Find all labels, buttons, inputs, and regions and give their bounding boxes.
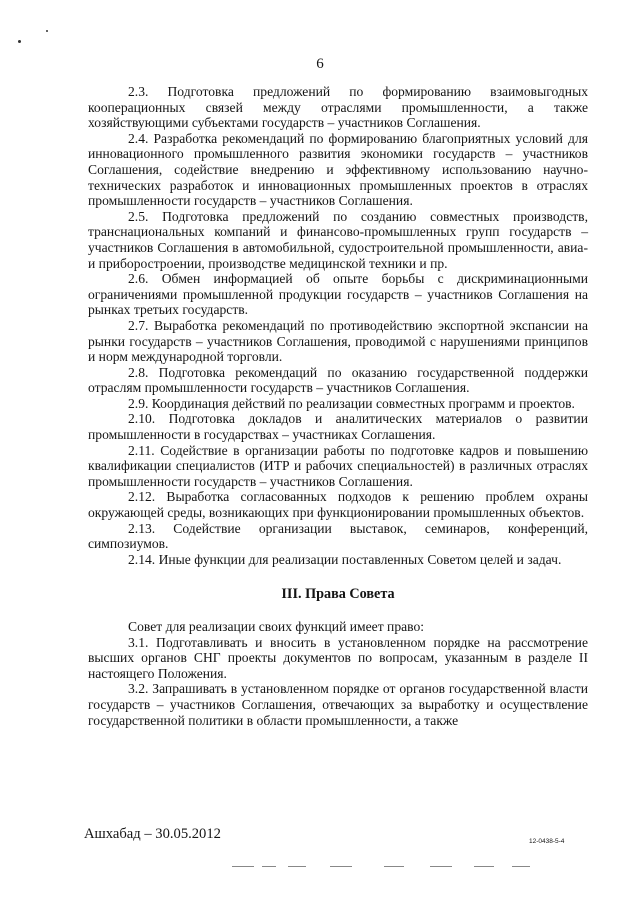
paragraph-2-12: 2.12. Выработка согласованных подходов к решению проблем охраны окружающей среды, возникающих при функционировании промышленных объектов. <box>88 489 588 521</box>
scan-speck <box>18 40 21 43</box>
paragraph-2-13: 2.13. Содействие организации выставок, семинаров, конференций, симпозиумов. <box>88 520 588 552</box>
paragraph-3-1: 3.1. Подготавливать и вносить в установленном порядке на рассмотрение высших органов СНГ проекты документов по вопросам, указанным в разделе II настоящего Положения. <box>88 634 588 681</box>
scan-line <box>232 866 254 867</box>
scan-line <box>512 866 530 867</box>
paragraph-2-5: 2.5. Подготовка предложений по созданию совместных производств, транснациональных компаний и финансово-промышленных групп государств – участников Соглашения в автомобильной, судостроительной промышленности, авиа- и приборостроении, производстве медицинской техники и пр. <box>88 208 588 271</box>
paragraph-2-4: 2.4. Разработка рекомендаций по формированию благоприятных условий для инновационного промышленного развития экономики государств – участников Соглашения, содействие внедрению и эффективному использованию научно-технических разработок и инновационных промышленных проектов в отраслях промышленности государств – участников Соглашения. <box>88 130 588 209</box>
paragraph-2-7: 2.7. Выработка рекомендаций по противодействию экспортной экспансии на рынки государств – участников Соглашения, проводимой с нарушениями принципов и норм международной торговли. <box>88 317 588 365</box>
scan-line <box>262 866 276 867</box>
paragraph-2-11: 2.11. Содействие в организации работы по подготовке кадров и повышению квалификации специалистов (ИТР и рабочих специальностей) в различных отраслях промышленности государств – участников Соглашения. <box>88 442 588 489</box>
paragraph-2-6: 2.6. Обмен информацией об опыте борьбы с дискриминационными ограничениями промышленной продукции государств – участников Соглашения на рынках третьих государств. <box>88 271 588 318</box>
footer-place-date: Ашхабад – 30.05.2012 <box>84 826 221 842</box>
paragraph-2-3: 2.3. Подготовка предложений по формированию взаимовыгодных кооперационных связей между отраслями промышленности, а также хозяйствующими субъектами государств – участников Соглашения. <box>88 84 588 131</box>
paragraph-2-10: 2.10. Подготовка докладов и аналитических материалов о развитии промышленности в государствах – участниках Соглашения. <box>88 411 588 443</box>
footer-doc-code: 12-0438-5-4 <box>529 838 565 845</box>
scan-line <box>384 866 404 867</box>
scan-line <box>288 866 306 867</box>
paragraph-3-2: 3.2. Запрашивать в установленном порядке от органов государственной власти государств – участников Соглашения, отвечающих за выработку и осуществление государственной политики в области промышленности, а также <box>88 681 588 728</box>
paragraph-2-9: 2.9. Координация действий по реализации совместных программ и проектов. <box>128 395 575 411</box>
scan-line <box>474 866 494 867</box>
paragraph-2-14: 2.14. Иные функции для реализации поставленных Советом целей и задач. <box>128 551 562 567</box>
scan-line <box>330 866 352 867</box>
scan-line <box>430 866 452 867</box>
page-number: 6 <box>316 56 324 72</box>
document-body <box>88 84 588 728</box>
scan-speck <box>46 30 48 32</box>
section-title: III. Права Совета <box>281 586 395 603</box>
paragraph-2-8: 2.8. Подготовка рекомендаций по оказанию государственной поддержки отраслям промышленности государств – участников Соглашения. <box>88 364 588 396</box>
section-intro: Совет для реализации своих функций имеет право: <box>128 619 425 634</box>
